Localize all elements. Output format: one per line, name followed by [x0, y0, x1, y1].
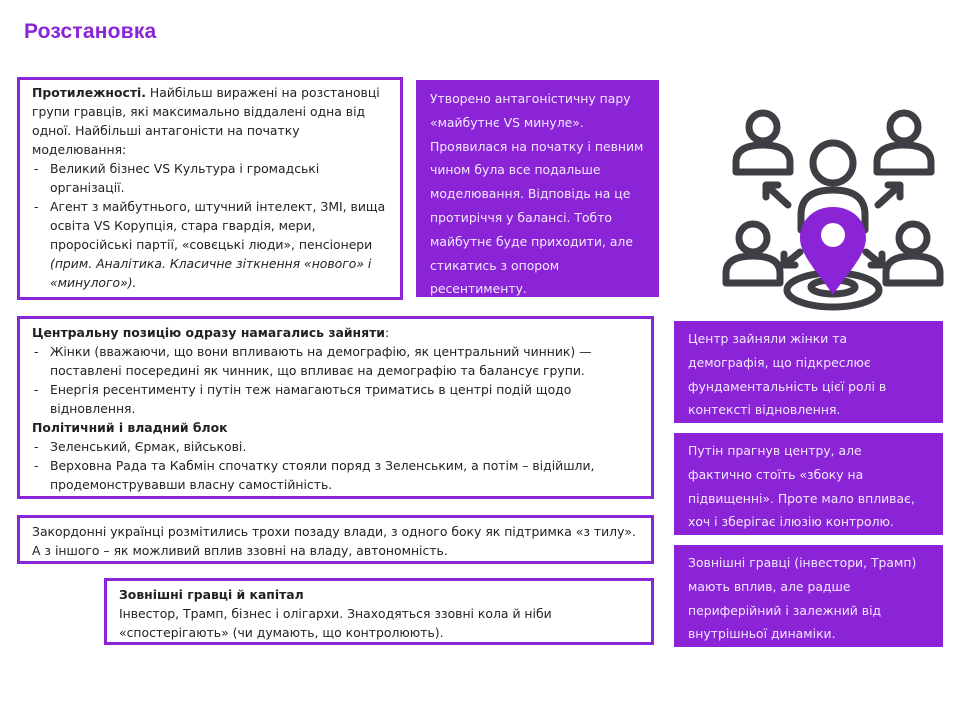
page-title: Розстановка — [24, 20, 157, 43]
side-callout-external: Зовнішні гравці (інвестори, Трамп) мають вплив, але радше периферійний і залежний від внутрішньої динаміки. — [674, 545, 943, 647]
list-item: - Агент з майбутнього, штучний інтелект, ЗМІ, вища освіта VS Корупція, стара гвардія, мери, проросійські партії, «совєцькі люди», пенсіонери (прим. Аналітика. Класичне зіткнення «нового» і «минулого»). — [32, 197, 388, 292]
external-text: Інвестор, Трамп, бізнес і олігархи. Знаходяться ззовні кола й ніби «спостерігають» (чи думають, що контролюють). — [119, 606, 552, 640]
list-item: - Жінки (вважаючи, що вони впливають на демографію, як центральний чинник) — поставлені посередині як чинник, що впливає на демографію та балансує групи. — [32, 342, 639, 380]
opposites-list — [32, 159, 388, 292]
opposites-box — [17, 77, 403, 300]
center-heading-line: Центральну позицію одразу намагались зайняти: — [32, 325, 390, 340]
diaspora-box: Закордонні українці розмітились трохи позаду влади, з одного боку як підтримка «з тилу». А з іншого – як можливий вплив ззовні на владу, автономність. — [17, 515, 654, 564]
side-callout-putin: Путін прагнув центру, але фактично стоїть «збоку на підвищенні». Проте мало впливає, хоч і зберігає ілюзію контролю. — [674, 433, 943, 535]
analytics-note: (прим. Аналітика. Класичне зіткнення «нового» і «минулого»). — [50, 256, 372, 290]
external-heading: Зовнішні гравці й капітал — [119, 587, 304, 602]
opposites-intro: Протилежності. Найбільш виражені на розстановці групи гравців, які максимально віддалені одна від одної. Найбільші антагоністи на початку моделювання: — [32, 85, 380, 157]
center-list — [32, 342, 639, 418]
center-position-box — [17, 316, 654, 499]
antagonism-callout: Утворено антагоністичну пару «майбутнє VS минуле». Проявилася на початку і певним чином була все подальше моделювання. Відповідь на це протиріччя у балансі. Тобто майбутнє буде приходити, але стикатись з опором ресентименту. — [416, 80, 659, 297]
side-callout-women: Центр зайняли жінки та демографія, що підкреслює фундаментальність цієї ролі в контексті відновлення. — [674, 321, 943, 423]
political-block-heading: Політичний і владний блок — [32, 420, 228, 435]
list-item: - Енергія ресентименту і путін теж намагаються триматись в центрі подій щодо відновлення. — [32, 380, 639, 418]
list-item: - Зеленський, Єрмак, військові. — [32, 437, 639, 456]
opposites-heading: Протилежності. — [32, 85, 146, 100]
list-item: - Верховна Рада та Кабмін спочатку стояли поряд з Зеленським, а потім – відійшли, продемонструвавши власну самостійність. — [32, 456, 639, 494]
external-players-box — [104, 578, 654, 645]
list-item: - Великий бізнес VS Культура і громадські організації. — [32, 159, 388, 197]
people-around-location-pin-icon — [718, 100, 944, 314]
political-block-list — [32, 437, 639, 494]
center-heading: Центральну позицію одразу намагались зайняти — [32, 325, 385, 340]
